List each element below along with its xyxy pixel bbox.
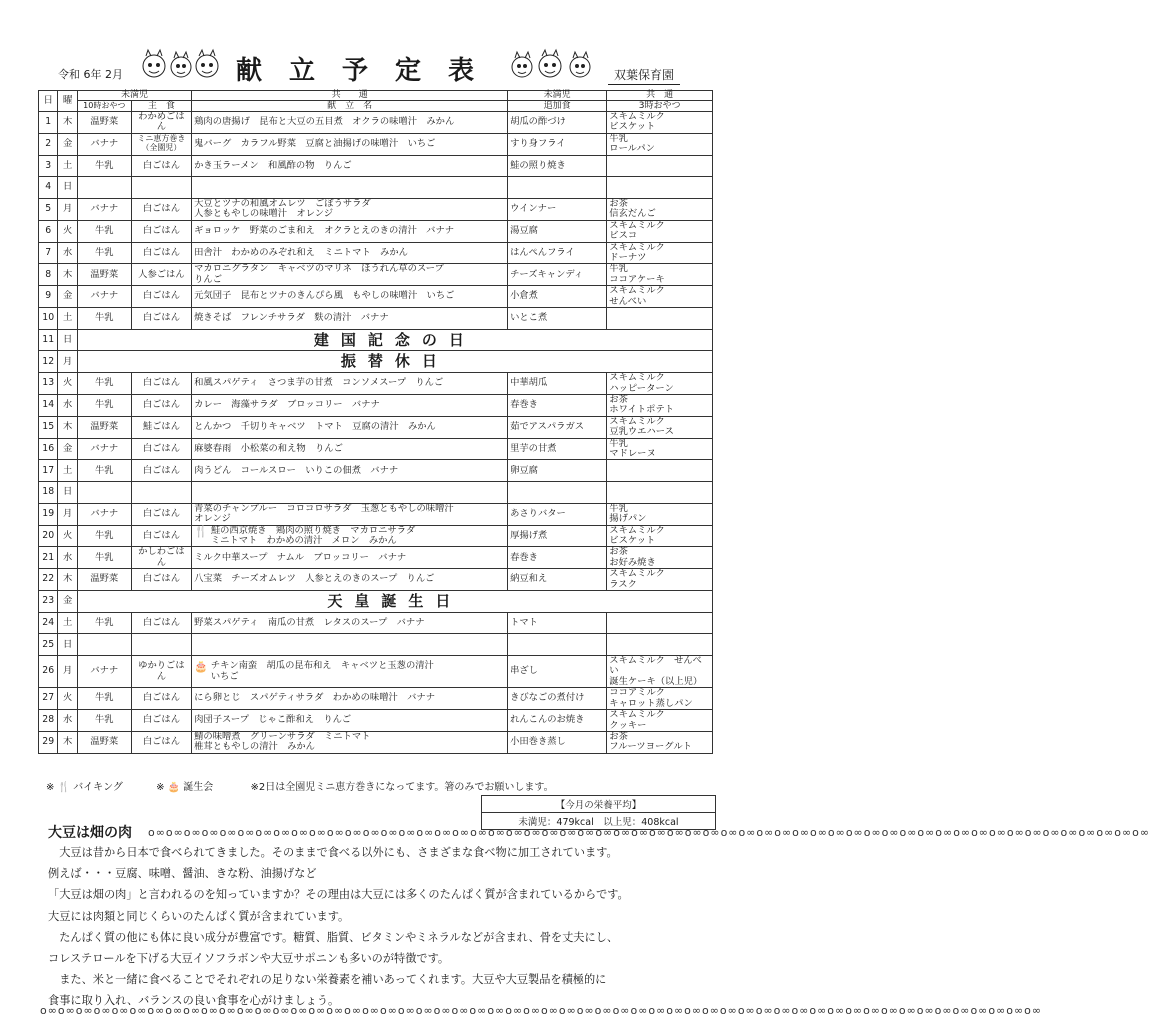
menu-row [39, 569, 713, 591]
staple-cell: わかめごはん [131, 112, 191, 134]
day-cell: 9 [39, 286, 58, 308]
snack10-cell: 牛乳 [77, 155, 131, 177]
snack3-cell: スキムミルク ドーナツ [607, 242, 713, 264]
weekday-cell: 水 [58, 547, 77, 569]
day-cell: 29 [39, 731, 58, 753]
staple-cell: 白ごはん [131, 438, 191, 460]
header-extra: 追加食 [508, 101, 607, 112]
menu-cell [192, 438, 508, 460]
menu-body [39, 112, 713, 754]
menu-row [39, 133, 713, 155]
menu-row [39, 525, 713, 547]
snack10-cell: 牛乳 [77, 710, 131, 732]
snack3-cell: スキムミルク ビスケット [607, 525, 713, 547]
snack10-cell: 温野菜 [77, 416, 131, 438]
menu-text: 大豆とツナの和風オムレツ ごぼうサラダ 人参ともやしの味噌汁 オレンジ [194, 198, 371, 220]
menu-cell [192, 710, 508, 732]
day-cell: 3 [39, 155, 58, 177]
extra-cell: 中華胡瓜 [508, 373, 607, 395]
menu-cell [192, 634, 508, 656]
menu-text: チキン南蛮 胡瓜の昆布和え キャベツと玉葱の清汁 いちご [210, 660, 434, 682]
menu-cell [192, 220, 508, 242]
snack3-cell [607, 460, 713, 482]
weekday-cell: 日 [58, 177, 77, 199]
menu-cell [192, 242, 508, 264]
snack10-cell: バナナ [77, 286, 131, 308]
menu-row [39, 656, 713, 688]
snack10-cell: バナナ [77, 503, 131, 525]
day-cell: 11 [39, 329, 58, 351]
day-cell: 22 [39, 569, 58, 591]
weekday-cell: 水 [58, 710, 77, 732]
day-cell: 10 [39, 308, 58, 330]
extra-cell: 小田巻き蒸し [508, 731, 607, 753]
weekday-cell: 日 [58, 634, 77, 656]
staple-cell: 鮭ごはん [131, 416, 191, 438]
menu-cell [192, 133, 508, 155]
menu-text: 和風スパゲティ さつま芋の甘煮 コンソメスープ りんご [194, 377, 444, 389]
snack10-cell: 温野菜 [77, 569, 131, 591]
menu-row [39, 612, 713, 634]
day-cell: 21 [39, 547, 58, 569]
snack10-cell: 温野菜 [77, 731, 131, 753]
menu-text: 八宝菜 チーズオムレツ 人参とえのきのスープ りんご [194, 573, 435, 585]
weekday-cell: 土 [58, 308, 77, 330]
essay-line: 「大豆は畑の肉」と言われるのを知っていますか？その理由は大豆には多くのたんぱく質が含まれているからです。 [48, 888, 629, 902]
staple-cell: 白ごはん [131, 308, 191, 330]
day-cell: 4 [39, 177, 58, 199]
menu-text: 鮭の西京焼き 鶏肉の照り焼き マカロニサラダ ミニトマト わかめの清汁 メロン みかん [210, 524, 416, 546]
snack3-cell: 牛乳 ロールパン [607, 133, 713, 155]
day-cell: 20 [39, 525, 58, 547]
snack10-cell: バナナ [77, 656, 131, 688]
extra-cell: 納豆和え [508, 569, 607, 591]
menu-cell [192, 731, 508, 753]
snack10-cell [77, 482, 131, 504]
menu-text: 鬼バーグ カラフル野菜 豆腐と油揚げの味噌汁 いちご [194, 138, 436, 150]
menu-row [39, 112, 713, 134]
menu-cell [192, 416, 508, 438]
menu-row [39, 416, 713, 438]
menu-cell [192, 688, 508, 710]
snack10-cell: 牛乳 [77, 525, 131, 547]
menu-table [38, 90, 713, 754]
menu-text: 鯖の味噌煮 グリーンサラダ ミニトマト 椎茸ともやしの清汁 みかん [194, 730, 371, 753]
snack3-cell [607, 177, 713, 199]
menu-cell [192, 525, 508, 547]
menu-text: にら卵とじ スパゲティサラダ わかめの味噌汁 バナナ [194, 692, 435, 704]
weekday-cell: 木 [58, 416, 77, 438]
day-cell: 25 [39, 634, 58, 656]
menu-row [39, 351, 713, 373]
menu-cell [192, 112, 508, 134]
staple-cell: 白ごはん [131, 688, 191, 710]
snack10-cell: 牛乳 [77, 547, 131, 569]
staple-cell: 白ごはん [131, 460, 191, 482]
extra-cell: ウインナー [508, 199, 607, 221]
menu-row [39, 634, 713, 656]
day-cell: 13 [39, 373, 58, 395]
extra-cell [508, 177, 607, 199]
weekday-cell: 金 [58, 286, 77, 308]
extra-cell: 小倉煮 [508, 286, 607, 308]
snack10-cell [77, 177, 131, 199]
staple-cell: ゆかりごはん [131, 656, 191, 688]
menu-cell [192, 177, 508, 199]
snack3-cell: スキムミルク ラスク [607, 569, 713, 591]
snack10-cell: 温野菜 [77, 112, 131, 134]
nutrition-values: 未満児：479kcal 以上児：408kcal [518, 817, 679, 828]
menu-cell [192, 264, 508, 286]
menu-text: カレー 海藻サラダ ブロッコリー バナナ [194, 399, 380, 411]
menu-row [39, 394, 713, 416]
holiday-cell: 天皇誕生日 [77, 591, 712, 613]
snack10-cell: 牛乳 [77, 394, 131, 416]
extra-cell: あさりバター [508, 503, 607, 525]
header-snack10: 10時おやつ [77, 101, 131, 112]
extra-cell: 湯豆腐 [508, 220, 607, 242]
snack3-cell: スキムミルク 豆乳ウエハース [607, 416, 713, 438]
day-cell: 16 [39, 438, 58, 460]
essay-line: 大豆には肉類と同じくらいのたんぱく質が含まれています。 [48, 909, 350, 923]
menu-cell [192, 612, 508, 634]
snack3-cell: 牛乳 マドレーヌ [607, 438, 713, 460]
oni-mascots-illustration [136, 48, 226, 82]
menu-row [39, 482, 713, 504]
snack10-cell: 牛乳 [77, 373, 131, 395]
header-weekday: 曜 [58, 91, 77, 112]
extra-cell: 厚揚げ煮 [508, 525, 607, 547]
nutrition-title: 【今月の栄養平均】 [482, 796, 715, 813]
weekday-cell: 月 [58, 199, 77, 221]
snack3-cell: スキムミルク ビスコ [607, 220, 713, 242]
legend-note: ※2日は全園児ミニ恵方巻きになってます。箸のみでお願いします。 [250, 782, 554, 793]
snack3-cell: スキムミルク クッキー [607, 710, 713, 732]
extra-cell: すり身フライ [508, 133, 607, 155]
weekday-cell: 木 [58, 112, 77, 134]
school-name: 双葉保育園 [608, 66, 680, 85]
header-staple: 主 食 [131, 101, 191, 112]
day-cell: 19 [39, 503, 58, 525]
snack10-cell: 牛乳 [77, 220, 131, 242]
essay-line: 例えば・・・豆腐、味噌、醤油、きな粉、油揚げなど [48, 867, 317, 881]
menu-row [39, 329, 713, 351]
snack3-cell: お茶 信玄だんご [607, 199, 713, 221]
header-snack3: 3時おやつ [607, 101, 713, 112]
extra-cell: はんぺんフライ [508, 242, 607, 264]
menu-text: 肉うどん コールスロー いりこの佃煮 バナナ [194, 464, 399, 476]
menu-cell [192, 308, 508, 330]
extra-cell: 春巻き [508, 394, 607, 416]
weekday-cell: 木 [58, 731, 77, 753]
snack10-cell: バナナ [77, 438, 131, 460]
day-cell: 26 [39, 656, 58, 688]
weekday-cell: 火 [58, 373, 77, 395]
staple-cell: ミニ恵方巻き （全園児） [131, 133, 191, 155]
day-cell: 15 [39, 416, 58, 438]
snack3-cell [607, 634, 713, 656]
extra-cell: 里芋の甘煮 [508, 438, 607, 460]
extra-cell [508, 482, 607, 504]
weekday-cell: 火 [58, 220, 77, 242]
staple-cell: 白ごはん [131, 155, 191, 177]
menu-text: かき玉ラーメン 和風酢の物 りんご [194, 159, 352, 171]
extra-cell: 胡瓜の酢づけ [508, 112, 607, 134]
menu-cell [192, 547, 508, 569]
menu-row [39, 710, 713, 732]
menu-row [39, 286, 713, 308]
menu-cell [192, 199, 508, 221]
day-cell: 5 [39, 199, 58, 221]
weekday-cell: 火 [58, 688, 77, 710]
weekday-cell: 火 [58, 525, 77, 547]
staple-cell: 白ごはん [131, 525, 191, 547]
extra-cell: 茹でアスパラガス [508, 416, 607, 438]
header-group-common: 共 通 [192, 91, 508, 101]
menu-text: 田舎汁 わかめのみぞれ和え ミニトマト みかん [194, 246, 408, 258]
legend-birthday: ※ 🎂 誕生会 [156, 782, 214, 793]
snack10-cell: バナナ [77, 199, 131, 221]
snack3-cell: お茶 お好み焼き [607, 547, 713, 569]
essay-body [48, 842, 698, 1012]
header-day: 日 [39, 91, 58, 112]
birthday-cake-icon: 🎂 [194, 660, 208, 674]
staple-cell: 白ごはん [131, 503, 191, 525]
holiday-cell: 建国記念の日 [77, 329, 712, 351]
staple-cell: 白ごはん [131, 373, 191, 395]
staple-cell: 白ごはん [131, 242, 191, 264]
extra-cell: きびなごの煮付け [508, 688, 607, 710]
essay-line: たんぱく質の他にも体に良い成分が豊富です。糖質、脂質、ビタミンやミネラルなどが含まれ、骨を丈夫にし、 [48, 930, 619, 944]
weekday-cell: 水 [58, 394, 77, 416]
essay-line: 大豆は昔から日本で食べられてきました。そのままで食べる以外にも、さまざまな食べ物に加工されています。 [48, 846, 618, 859]
day-cell: 6 [39, 220, 58, 242]
snack10-cell [77, 634, 131, 656]
menu-row [39, 220, 713, 242]
menu-cell [192, 656, 508, 688]
weekday-cell: 月 [58, 351, 77, 373]
header-group-toddler: 未満児 [77, 91, 191, 101]
snack3-cell [607, 155, 713, 177]
snack3-cell [607, 482, 713, 504]
day-cell: 24 [39, 612, 58, 634]
snack3-cell: ココアミルク キャロット蒸しパン [607, 688, 713, 710]
essay-title: 大豆は畑の肉 [48, 825, 132, 841]
staple-cell: 人参ごはん [131, 264, 191, 286]
day-cell: 28 [39, 710, 58, 732]
menu-text: 焼きそば フレンチサラダ 麩の清汁 バナナ [194, 312, 389, 324]
menu-text: 肉団子スープ じゃこ酢和え りんご [194, 714, 352, 726]
snack10-cell: 牛乳 [77, 612, 131, 634]
menu-cell [192, 373, 508, 395]
extra-cell: 卵豆腐 [508, 460, 607, 482]
extra-cell: トマト [508, 612, 607, 634]
day-cell: 2 [39, 133, 58, 155]
weekday-cell: 土 [58, 155, 77, 177]
menu-cell [192, 394, 508, 416]
menu-row [39, 731, 713, 753]
staple-cell: 白ごはん [131, 612, 191, 634]
weekday-cell: 金 [58, 133, 77, 155]
viking-icon: 🍴 [194, 524, 208, 538]
snack3-cell: 牛乳 ココアケーキ [607, 264, 713, 286]
holiday-cell: 振替休日 [77, 351, 712, 373]
menu-cell [192, 503, 508, 525]
staple-cell: かしわごはん [131, 547, 191, 569]
menu-row [39, 503, 713, 525]
legend-viking: ※ 🍴 バイキング [46, 782, 123, 793]
header-group-toddler2: 未満児 [508, 91, 607, 101]
staple-cell: 白ごはん [131, 199, 191, 221]
snack3-cell: スキムミルク せんべい [607, 286, 713, 308]
snack10-cell: 牛乳 [77, 308, 131, 330]
staple-cell: 白ごはん [131, 569, 191, 591]
menu-row [39, 438, 713, 460]
day-cell: 17 [39, 460, 58, 482]
day-cell: 23 [39, 591, 58, 613]
snack10-cell: 温野菜 [77, 264, 131, 286]
menu-row [39, 199, 713, 221]
snack10-cell: バナナ [77, 133, 131, 155]
day-cell: 27 [39, 688, 58, 710]
menu-text: ミルク中華スープ ナムル ブロッコリー バナナ [194, 551, 407, 563]
oni-mascots-illustration-right [506, 48, 602, 82]
menu-text: 青菜のチャンプルー コロコロサラダ 玉葱ともやしの味噌汁 オレンジ [194, 502, 454, 525]
extra-cell: 串ざし [508, 656, 607, 688]
snack3-cell [607, 308, 713, 330]
snack3-cell: スキムミルク ビスケット [607, 112, 713, 134]
menu-text: 野菜スパゲティ 南瓜の甘煮 レタスのスープ バナナ [194, 616, 425, 628]
menu-cell [192, 460, 508, 482]
day-cell: 8 [39, 264, 58, 286]
weekday-cell: 月 [58, 503, 77, 525]
header-menu-name: 献 立 名 [192, 101, 508, 112]
snack3-cell: お茶 フルーツヨーグルト [607, 731, 713, 753]
menu-cell [192, 569, 508, 591]
header-group-common2: 共 通 [607, 91, 713, 101]
day-cell: 1 [39, 112, 58, 134]
menu-text: 麻婆春雨 小松菜の和え物 りんご [194, 442, 343, 454]
day-cell: 14 [39, 394, 58, 416]
snack3-cell: スキムミルク せんべい 誕生ケーキ（以上児） [607, 656, 713, 688]
weekday-cell: 日 [58, 482, 77, 504]
snack10-cell: 牛乳 [77, 688, 131, 710]
menu-text: ギョロッケ 野菜のごま和え オクラとえのきの清汁 バナナ [194, 225, 455, 237]
weekday-cell: 金 [58, 438, 77, 460]
menu-cell [192, 155, 508, 177]
menu-row [39, 460, 713, 482]
snack10-cell: 牛乳 [77, 460, 131, 482]
weekday-cell: 水 [58, 242, 77, 264]
weekday-cell: 日 [58, 329, 77, 351]
weekday-cell: 土 [58, 460, 77, 482]
menu-cell [192, 482, 508, 504]
menu-row [39, 591, 713, 613]
day-cell: 18 [39, 482, 58, 504]
menu-row [39, 547, 713, 569]
extra-cell: いとこ煮 [508, 308, 607, 330]
decorative-border-top: o∞o∞o∞o∞o∞o∞o∞o∞o∞o∞o∞o∞o∞o∞o∞o∞o∞o∞o∞o∞o∞o∞o∞o∞o∞o∞o∞o∞o∞o∞o∞o∞o∞o∞o∞o∞o∞o∞o∞o∞o∞o∞o∞o∞o∞o∞o∞o∞o∞o∞o∞o∞o∞o∞o∞o∞ [148, 826, 1150, 839]
staple-cell: 白ごはん [131, 710, 191, 732]
extra-cell [508, 634, 607, 656]
menu-text: マカロニグラタン キャベツのマリネ ほうれん草のスープ りんご [194, 263, 444, 285]
menu-row [39, 373, 713, 395]
snack3-cell [607, 612, 713, 634]
extra-cell: チーズキャンディ [508, 264, 607, 286]
extra-cell: 鮭の照り焼き [508, 155, 607, 177]
staple-cell: 白ごはん [131, 731, 191, 753]
extra-cell: れんこんのお焼き [508, 710, 607, 732]
legend [46, 778, 558, 793]
menu-row [39, 242, 713, 264]
menu-text: 鶏肉の唐揚げ 昆布と大豆の五目煮 オクラの味噌汁 みかん [194, 116, 455, 128]
menu-text: とんかつ 千切りキャベツ トマト 豆腐の清汁 みかん [194, 420, 436, 432]
snack3-cell: スキムミルク ハッピーターン [607, 373, 713, 395]
menu-row [39, 688, 713, 710]
extra-cell: 春巻き [508, 547, 607, 569]
menu-row [39, 177, 713, 199]
snack3-cell: お茶 ホワイトポテト [607, 394, 713, 416]
decorative-border-bottom: o∞o∞o∞o∞o∞o∞o∞o∞o∞o∞o∞o∞o∞o∞o∞o∞o∞o∞o∞o∞o∞o∞o∞o∞o∞o∞o∞o∞o∞o∞o∞o∞o∞o∞o∞o∞o∞o∞o∞o∞o∞o∞o∞o∞o∞o∞o∞o∞o∞o∞o∞o∞o∞o∞o∞o∞ [40, 1004, 1043, 1017]
weekday-cell: 木 [58, 569, 77, 591]
nutrition-average-box [481, 795, 716, 830]
snack10-cell: 牛乳 [77, 242, 131, 264]
weekday-cell: 木 [58, 264, 77, 286]
essay-line: 食事に取り入れ、バランスの良い食事を心がけましょう。 [48, 994, 340, 1008]
menu-row [39, 264, 713, 286]
staple-cell [131, 634, 191, 656]
menu-row [39, 308, 713, 330]
menu-cell [192, 286, 508, 308]
page-header [0, 48, 723, 90]
weekday-cell: 月 [58, 656, 77, 688]
menu-text: 元気団子 昆布とツナのきんぴら風 もやしの味噌汁 いちご [194, 290, 455, 302]
snack3-cell: 牛乳 揚げパン [607, 503, 713, 525]
staple-cell [131, 482, 191, 504]
staple-cell: 白ごはん [131, 220, 191, 242]
day-cell: 7 [39, 242, 58, 264]
menu-row [39, 155, 713, 177]
day-cell: 12 [39, 351, 58, 373]
essay-line: また、米と一緒に食べることでそれぞれの足りない栄養素を補いあってくれます。大豆や大豆製品を積極的に [48, 973, 607, 987]
page-title: 献立予定表 [236, 56, 502, 86]
staple-cell [131, 177, 191, 199]
staple-cell: 白ごはん [131, 394, 191, 416]
weekday-cell: 土 [58, 612, 77, 634]
essay-line: コレステロールを下げる大豆イソフラボンや大豆サポニンも多いのが特徴です。 [48, 952, 450, 966]
staple-cell: 白ごはん [131, 286, 191, 308]
weekday-cell: 金 [58, 591, 77, 613]
date-label: 令和 6年 2月 [58, 68, 123, 81]
